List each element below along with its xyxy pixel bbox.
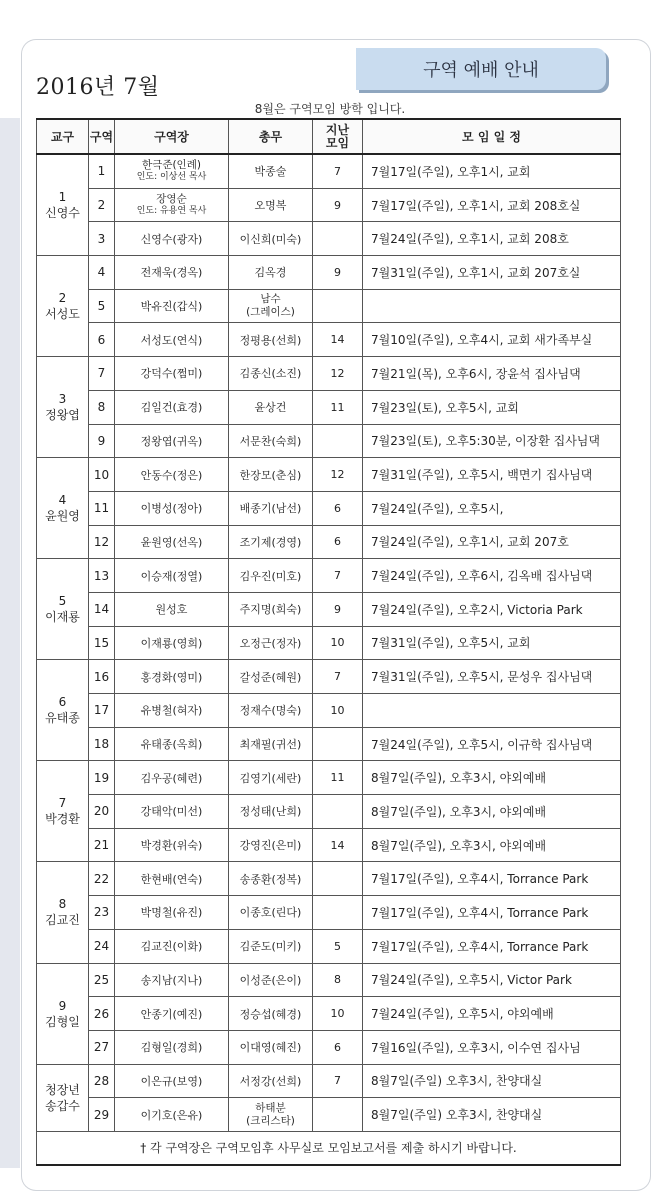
- district-cell: [37, 458, 89, 559]
- secretary-cell: 강영진(은미): [229, 828, 313, 862]
- district-number: 1: [58, 190, 67, 205]
- meeting-schedule: 7월24일(주일), 오후5시,: [363, 491, 621, 525]
- last-meeting-count: 8: [313, 963, 363, 997]
- leader-guide: 인도: 유용연 목사: [136, 206, 207, 217]
- secretary-cell: 서문찬(숙희): [229, 424, 313, 458]
- meeting-schedule: 7월31일(주일), 오후5시, 백면기 집사님댁: [363, 458, 621, 492]
- last-meeting-count: 6: [313, 1030, 363, 1064]
- secretary-cell: [229, 1098, 313, 1132]
- table-row: [37, 222, 621, 256]
- district-cell: [37, 256, 89, 357]
- schedule-table: [36, 118, 621, 1166]
- leader-cell: 이기호(은유): [115, 1098, 229, 1132]
- group-number: 27: [89, 1030, 115, 1064]
- table-row: [37, 458, 621, 492]
- leader-cell: 강태악(미선): [115, 795, 229, 829]
- table-row: [37, 323, 621, 357]
- table-row: [37, 795, 621, 829]
- leader-cell: 안종기(예진): [115, 997, 229, 1031]
- last-meeting-count: [313, 424, 363, 458]
- table-row: [37, 997, 621, 1031]
- district-number: 8: [58, 897, 67, 912]
- district-cell: [37, 357, 89, 458]
- district-number: 6: [58, 695, 67, 710]
- group-number: 25: [89, 963, 115, 997]
- group-number: 17: [89, 694, 115, 728]
- group-number: 22: [89, 862, 115, 896]
- table-row: [37, 154, 621, 188]
- leader-cell: 박경환(위숙): [115, 828, 229, 862]
- district-pastor: 서성도: [45, 307, 80, 322]
- leader-cell: 이병성(정아): [115, 491, 229, 525]
- last-meeting-count: 5: [313, 929, 363, 963]
- last-meeting-count: 6: [313, 525, 363, 559]
- last-meeting-count: 7: [313, 154, 363, 188]
- page-title: 2016년 7월: [36, 75, 160, 100]
- group-number: 13: [89, 559, 115, 593]
- table-row: [37, 626, 621, 660]
- meeting-schedule: 7월16일(주일), 오후3시, 이수연 집사님: [363, 1030, 621, 1064]
- group-number: 24: [89, 929, 115, 963]
- secretary-cell: 주지명(희숙): [229, 592, 313, 626]
- meeting-schedule: [363, 694, 621, 728]
- leader-cell: 정왕엽(귀옥): [115, 424, 229, 458]
- group-number: 29: [89, 1098, 115, 1132]
- district-pastor: 이재룡: [45, 610, 80, 625]
- leader-cell: 이승재(정열): [115, 559, 229, 593]
- leader-cell: 강덕수(쩜미): [115, 357, 229, 391]
- district-cell: [37, 660, 89, 761]
- col-header-group: 구역: [89, 119, 115, 154]
- last-meeting-count: 10: [313, 626, 363, 660]
- col-header-schedule: 모 임 일 정: [363, 119, 621, 154]
- table-row: [37, 357, 621, 391]
- section-banner: 구역 예배 안내: [356, 48, 606, 90]
- leader-cell: 김교진(이화): [115, 929, 229, 963]
- meeting-schedule: 7월24일(주일), 오후1시, 교회 207호: [363, 525, 621, 559]
- district-number: 9: [58, 998, 67, 1013]
- meeting-schedule: 8월7일(주일), 오후3시, 야외예배: [363, 795, 621, 829]
- col-header-leader: 구역장: [115, 119, 229, 154]
- table-row: [37, 1064, 621, 1098]
- group-number: 16: [89, 660, 115, 694]
- secretary-cell: [229, 289, 313, 323]
- last-meeting-count: 14: [313, 828, 363, 862]
- last-meeting-count: [313, 222, 363, 256]
- last-meeting-count: 7: [313, 660, 363, 694]
- group-number: 19: [89, 761, 115, 795]
- secretary-cell: 최재필(귀선): [229, 727, 313, 761]
- secretary-cell: 윤상건: [229, 390, 313, 424]
- group-number: 26: [89, 997, 115, 1031]
- table-row: [37, 390, 621, 424]
- leader-cell: 박유진(갑식): [115, 289, 229, 323]
- secretary-cell: 이신희(미숙): [229, 222, 313, 256]
- table-row: [37, 491, 621, 525]
- group-number: 6: [89, 323, 115, 357]
- last-meeting-count: 12: [313, 357, 363, 391]
- meeting-schedule: 7월10일(주일), 오후4시, 교회 새가족부실: [363, 323, 621, 357]
- leader-cell: 이은규(보영): [115, 1064, 229, 1098]
- table-row: [37, 1098, 621, 1132]
- district-cell: [37, 559, 89, 660]
- group-number: 18: [89, 727, 115, 761]
- table-row: [37, 694, 621, 728]
- secretary-alias: (그레이스): [246, 306, 295, 319]
- group-number: 11: [89, 491, 115, 525]
- meeting-schedule: 7월17일(주일), 오후4시, Torrance Park: [363, 862, 621, 896]
- district-pastor: 박경환: [45, 812, 80, 827]
- secretary-cell: 갈성준(혜원): [229, 660, 313, 694]
- meeting-schedule: 7월17일(주일), 오후4시, Torrance Park: [363, 896, 621, 930]
- notice-text: 8월은 구역모임 방학 입니다.: [254, 102, 406, 116]
- meeting-schedule: 8월7일(주일), 오후3시, 야외예배: [363, 828, 621, 862]
- leader-cell: [115, 188, 229, 222]
- table-row: [37, 1030, 621, 1064]
- last-meeting-count: 7: [313, 1064, 363, 1098]
- secretary-cell: 정승섭(혜경): [229, 997, 313, 1031]
- secretary-cell: 박종술: [229, 154, 313, 188]
- secretary-cell: 정재수(명숙): [229, 694, 313, 728]
- last-meeting-count: 11: [313, 761, 363, 795]
- group-number: 7: [89, 357, 115, 391]
- table-row: [37, 896, 621, 930]
- left-margin-strip: [0, 118, 20, 1168]
- group-number: 14: [89, 592, 115, 626]
- leader-cell: [115, 154, 229, 188]
- table-row: [37, 963, 621, 997]
- meeting-schedule: 7월24일(주일), 오후5시, 이규학 집사님댁: [363, 727, 621, 761]
- meeting-schedule: 7월17일(주일), 오후1시, 교회: [363, 154, 621, 188]
- district-pastor: 윤원영: [45, 509, 80, 524]
- meeting-schedule: 7월24일(주일), 오후6시, 김옥배 집사님댁: [363, 559, 621, 593]
- last-meeting-count: [313, 795, 363, 829]
- district-cell: [37, 963, 89, 1064]
- leader-cell: 유태종(옥희): [115, 727, 229, 761]
- leader-name: 한극준(인례): [142, 159, 201, 172]
- secretary-cell: 정평용(선희): [229, 323, 313, 357]
- secretary-cell: 배종기(남선): [229, 491, 313, 525]
- group-number: 15: [89, 626, 115, 660]
- footer-note: † 각 구역장은 구역모임후 사무실로 모임보고서를 제출 하시기 바랍니다.: [37, 1131, 621, 1165]
- district-number: 7: [58, 796, 67, 811]
- meeting-schedule: [363, 289, 621, 323]
- table-row: [37, 289, 621, 323]
- group-number: 9: [89, 424, 115, 458]
- table-row: [37, 761, 621, 795]
- meeting-schedule: 7월31일(주일), 오후5시, 교회: [363, 626, 621, 660]
- group-number: 20: [89, 795, 115, 829]
- secretary-cell: 오명복: [229, 188, 313, 222]
- leader-cell: 한현배(연숙): [115, 862, 229, 896]
- district-cell: [37, 862, 89, 963]
- footer-row: [37, 1131, 621, 1165]
- last-meeting-count: 10: [313, 694, 363, 728]
- leader-cell: 서성도(연식): [115, 323, 229, 357]
- meeting-schedule: 7월17일(주일), 오후1시, 교회 208호실: [363, 188, 621, 222]
- last-meeting-count: 11: [313, 390, 363, 424]
- secretary-cell: 서정강(선희): [229, 1064, 313, 1098]
- last-meeting-count: 10: [313, 997, 363, 1031]
- leader-cell: 홍경화(영미): [115, 660, 229, 694]
- last-meeting-count: 9: [313, 256, 363, 290]
- leader-cell: 박명철(유진): [115, 896, 229, 930]
- leader-cell: 윤원영(선옥): [115, 525, 229, 559]
- district-number: 청장년: [45, 1082, 80, 1097]
- meeting-schedule: 7월21일(목), 오후6시, 장윤석 집사님댁: [363, 357, 621, 391]
- group-number: 5: [89, 289, 115, 323]
- district-cell: [37, 761, 89, 862]
- leader-cell: 김형일(경희): [115, 1030, 229, 1064]
- meeting-schedule: 7월23일(토), 오후5:30분, 이장환 집사님댁: [363, 424, 621, 458]
- district-number: 3: [58, 392, 67, 407]
- table-row: [37, 256, 621, 290]
- col-header-last-meeting: 지난 모임: [313, 119, 363, 154]
- table-header-row: [37, 119, 621, 154]
- group-number: 21: [89, 828, 115, 862]
- leader-name: 장영순: [156, 193, 187, 206]
- group-number: 4: [89, 256, 115, 290]
- group-number: 1: [89, 154, 115, 188]
- secretary-cell: 한장모(춘심): [229, 458, 313, 492]
- table-row: [37, 929, 621, 963]
- leader-cell: 안동수(정은): [115, 458, 229, 492]
- table-row: [37, 727, 621, 761]
- last-meeting-count: [313, 727, 363, 761]
- last-meeting-count: [313, 896, 363, 930]
- district-pastor: 송갑수: [45, 1098, 80, 1113]
- last-meeting-count: [313, 1098, 363, 1132]
- last-meeting-count: 6: [313, 491, 363, 525]
- last-meeting-count: [313, 289, 363, 323]
- table-row: [37, 559, 621, 593]
- secretary-cell: 김준도(미키): [229, 929, 313, 963]
- leader-cell: 유병철(혀자): [115, 694, 229, 728]
- secretary-cell: 정성태(난희): [229, 795, 313, 829]
- district-number: 4: [58, 493, 67, 508]
- table-row: [37, 188, 621, 222]
- secretary-name: 하태분: [255, 1101, 286, 1114]
- secretary-cell: 이종호(린다): [229, 896, 313, 930]
- last-meeting-count: 9: [313, 592, 363, 626]
- group-number: 28: [89, 1064, 115, 1098]
- leader-cell: 김우공(혜련): [115, 761, 229, 795]
- meeting-schedule: 8월7일(주일) 오후3시, 찬양대실: [363, 1098, 621, 1132]
- table-row: [37, 592, 621, 626]
- district-number: 5: [58, 594, 67, 609]
- secretary-cell: 송종환(정복): [229, 862, 313, 896]
- district-number: 2: [58, 291, 67, 306]
- district-pastor: 신영수: [45, 206, 80, 221]
- leader-cell: 전재욱(경옥): [115, 256, 229, 290]
- meeting-schedule: 7월24일(주일), 오후1시, 교회 208호: [363, 222, 621, 256]
- secretary-cell: 김우진(미호): [229, 559, 313, 593]
- group-number: 3: [89, 222, 115, 256]
- table-row: [37, 828, 621, 862]
- meeting-schedule: 7월23일(토), 오후5시, 교회: [363, 390, 621, 424]
- group-number: 12: [89, 525, 115, 559]
- district-pastor: 정왕엽: [45, 408, 80, 423]
- meeting-schedule: 8월7일(주일) 오후3시, 찬양대실: [363, 1064, 621, 1098]
- last-meeting-count: 14: [313, 323, 363, 357]
- meeting-schedule: 7월24일(주일), 오후2시, Victoria Park: [363, 592, 621, 626]
- last-meeting-count: 9: [313, 188, 363, 222]
- leader-cell: 김일건(효경): [115, 390, 229, 424]
- col-header-district: 교구: [37, 119, 89, 154]
- leader-cell: 송지남(지나): [115, 963, 229, 997]
- table-row: [37, 525, 621, 559]
- secretary-cell: 오정근(정자): [229, 626, 313, 660]
- secretary-cell: 김옥경: [229, 256, 313, 290]
- district-cell: [37, 1064, 89, 1131]
- district-cell: [37, 154, 89, 256]
- secretary-cell: 이성준(은이): [229, 963, 313, 997]
- secretary-cell: 김종신(소진): [229, 357, 313, 391]
- table-row: [37, 424, 621, 458]
- group-number: 10: [89, 458, 115, 492]
- table-row: [37, 862, 621, 896]
- meeting-schedule: 7월31일(주일), 오후5시, 문성우 집사님댁: [363, 660, 621, 694]
- last-meeting-count: 12: [313, 458, 363, 492]
- col-header-secretary: 총무: [229, 119, 313, 154]
- secretary-name: 남수: [260, 293, 281, 306]
- meeting-schedule: 7월31일(주일), 오후1시, 교회 207호실: [363, 256, 621, 290]
- district-pastor: 유태종: [45, 711, 80, 726]
- leader-guide: 인도: 이상선 목사: [136, 172, 207, 183]
- leader-cell: 이재룡(영희): [115, 626, 229, 660]
- meeting-schedule: 7월24일(주일), 오후5시, Victor Park: [363, 963, 621, 997]
- group-number: 23: [89, 896, 115, 930]
- secretary-alias: (크리스타): [246, 1114, 295, 1127]
- group-number: 8: [89, 390, 115, 424]
- last-meeting-count: [313, 862, 363, 896]
- district-pastor: 김형일: [45, 1014, 80, 1029]
- leader-cell: 신영수(광자): [115, 222, 229, 256]
- table-row: [37, 660, 621, 694]
- last-meeting-count: 7: [313, 559, 363, 593]
- secretary-cell: 김영기(세란): [229, 761, 313, 795]
- meeting-schedule: 7월17일(주일), 오후4시, Torrance Park: [363, 929, 621, 963]
- secretary-cell: 이대영(혜진): [229, 1030, 313, 1064]
- meeting-schedule: 8월7일(주일), 오후3시, 야외예배: [363, 761, 621, 795]
- district-pastor: 김교진: [45, 913, 80, 928]
- secretary-cell: 조기제(경영): [229, 525, 313, 559]
- meeting-schedule: 7월24일(주일), 오후5시, 야외예배: [363, 997, 621, 1031]
- leader-cell: 원성호: [115, 592, 229, 626]
- group-number: 2: [89, 188, 115, 222]
